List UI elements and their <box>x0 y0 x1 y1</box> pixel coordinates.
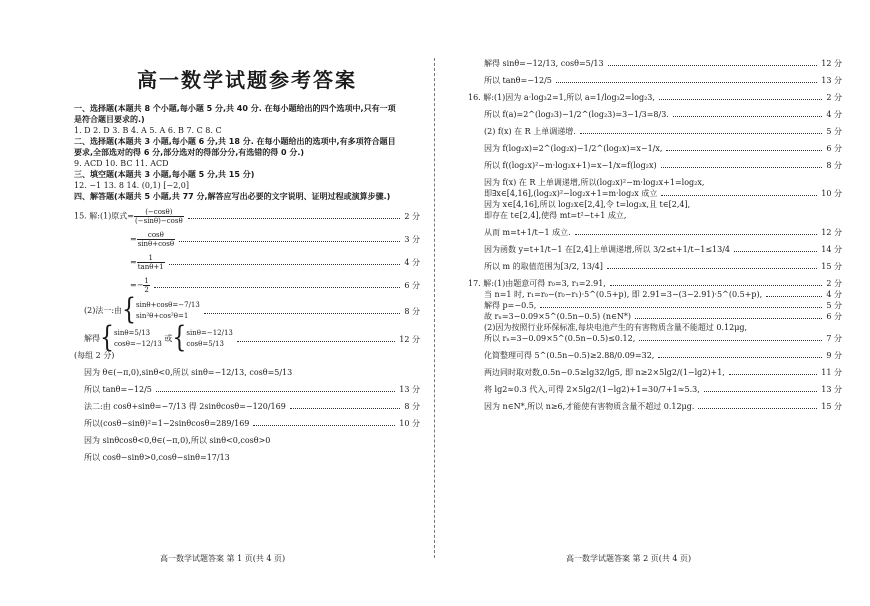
q15-fraction-1: $\frac{(-\cos\theta)}{(-\sin\theta)-\cos\theta}$ <box>135 208 183 225</box>
page-2 <box>438 0 870 606</box>
r-line-1: 解得 sinθ=−12/13, cosθ=5/13 12 分 <box>484 59 842 68</box>
q17-line-4: 故 rₙ=3−0.09×5^(0.5n−0.5) (n∈N*) 6 分 <box>484 312 842 321</box>
q15-part2-system: (2)法一:由{ sinθ+cosθ=−7/13 sin²θ+cos²θ=1 8 分 <box>84 294 420 327</box>
score: 2 分 <box>826 279 842 288</box>
q16-line-1: 16. 解:(1)因为 a·log₃2=1,所以 a=1/log₃2=log₂3, 2 分 <box>468 93 842 102</box>
q16-line-2: 所以 f(a)=2^(log₂3)−1/2^(log₂3)=3−1/3=8/3. 4 分 <box>484 110 842 119</box>
q15-method2-line-2: 所以(cosθ−sinθ)²=1−2sinθcosθ=289/169 10 分 <box>84 419 420 428</box>
q16-line-9: 即存在 t∈[2,4],使得 mt=t²−t+1 成立, <box>484 211 627 220</box>
page-title: 高一数学试题参考答案 <box>137 68 357 92</box>
score: 6 分 <box>404 281 420 290</box>
q16-line-12: 所以 m 的取值范围为[3/2, 13/4] 15 分 <box>484 262 842 271</box>
q16-line-8: 因为 x∈[4,16],所以 log₂x∈[2,4],令 t=log₂x,且 t∈[2,4], <box>484 200 691 209</box>
q15-line-5: 因为 θ∈(−π,0),sinθ<0,所以 sinθ=−12/13, cosθ=5/13 <box>84 368 293 377</box>
q16-line-11: 因为函数 y=t+1/t−1 在[2,4]上单调递增,所以 3/2≤t+1/t−1≤13/4 14 分 <box>484 245 842 254</box>
section-2-heading: 二、选择题(本题共 3 小题,每小题 6 分,共 18 分. 在每小题给出的选项中,有多项符合题目 <box>74 137 396 146</box>
q16-line-5: 所以 f((log₂x)²−m·log₂x+1)=x−1/x=f(log₂x) 8 分 <box>484 161 842 170</box>
q17-line-7: 化简整理可得 5^(0.5n−0.5)≥2.88/0.09=32, 9 分 <box>484 351 842 360</box>
section-2-heading-cont: 要求,全部选对的得 6 分,部分选对的得部分分,有选错的得 0 分.) <box>74 148 305 157</box>
q17-line-1: 17. 解:(1)由题意可得 r₀=3, r₁=2.91, 2 分 <box>468 279 842 288</box>
page-1-footer: 高一数学试题答案 第 1 页(共 4 页) <box>160 554 286 563</box>
q15-fraction-3: $\frac{1}{\tan\theta+1}$ <box>137 254 164 271</box>
q15-line-6: 所以 tanθ=−12/5 13 分 <box>84 385 420 394</box>
score: 13 分 <box>399 385 420 394</box>
q15-fraction-4: $\frac{1}{2}$ <box>144 277 149 294</box>
score: 13 分 <box>821 385 842 394</box>
q17-line-8: 两边同时取对数,0.5n−0.5≥lg32/lg5, 即 n≥2×5lg2/(1−lg2)+1, 11 分 <box>484 368 842 377</box>
score: 9 分 <box>826 351 842 360</box>
q17-line-3: 解得 p=−0.5, 5 分 <box>484 301 842 310</box>
score: 12 分 <box>399 334 420 344</box>
score: 6 分 <box>826 312 842 321</box>
section-1-answers: 1. D 2. D 3. B 4. A 5. A 6. B 7. C 8. C <box>74 126 222 135</box>
section-3-answers: 12. −1 13. 8 14. (0,1) [−2,0] <box>74 181 189 190</box>
section-1-heading: 一、选择题(本题共 8 个小题,每小题 5 分,共 40 分. 在每小题给出的四个选项中,只有一项 <box>74 104 396 113</box>
q15-line-2: = $\frac{\cos\theta}{\sin\theta+\cos\theta}$ 3 分 <box>130 231 420 248</box>
q15-line-3: = $\frac{1}{\tan\theta+1}$ 4 分 <box>130 254 420 271</box>
score: 5 分 <box>826 127 842 136</box>
section-2-answers: 9. ACD 10. BC 11. ACD <box>74 159 169 168</box>
q16-line-6: 因为 f(x) 在 R 上单调递增,所以(log₂x)²−m·log₂x+1=log₂x, <box>484 178 705 187</box>
page-1 <box>0 0 432 606</box>
score: 11 分 <box>821 368 842 377</box>
score: 8 分 <box>404 402 420 411</box>
q17-line-6: 所以 rₙ=3−0.09×5^(0.5n−0.5)≤0.12, 7 分 <box>484 334 842 343</box>
q17-line-2: 当 n=1 时, r₁=r₀−(r₀−r₁)·5^(0.5+p), 即 2.91=3−(3−2.91)·5^(0.5+p), 4 分 <box>484 290 842 299</box>
score: 15 分 <box>821 262 842 271</box>
score: 8 分 <box>826 161 842 170</box>
q15-method2-line-4: 所以 cosθ−sinθ>0,cosθ−sinθ=17/13 <box>84 453 230 462</box>
page-2-footer: 高一数学试题答案 第 2 页(共 4 页) <box>566 554 692 563</box>
q16-line-10: 从而 m=t+1/t−1 成立. 12 分 <box>484 228 842 237</box>
r-line-2: 所以 tanθ=−12/5 13 分 <box>484 76 842 85</box>
section-3-heading: 三、填空题(本题共 3 小题,每小题 5 分,共 15 分) <box>74 170 255 179</box>
q15-line-1-text: 15. 解:(1)原式= <box>74 211 134 221</box>
q17-line-5: (2)因为按照行业环保标准,每块电池产生的有害物质含量不能超过 0.12μg, <box>484 323 748 332</box>
score: 7 分 <box>826 334 842 343</box>
score: 6 分 <box>826 144 842 153</box>
page-divider <box>434 58 435 558</box>
q15-method2-line-1: 法二:由 cosθ+sinθ=−7/13 得 2sinθcosθ=−120/169 8 分 <box>84 402 420 411</box>
q15-each-note: (每组 2 分) <box>74 351 115 360</box>
section-4-heading: 四、解答题(本题共 5 小题,共 77 分,解答应写出必要的文字说明、证明过程或演算步骤.) <box>74 192 391 201</box>
q16-line-4: 因为 f(log₂x)=2^(log₂x)−1/2^(log₂x)=x−1/x, 6 分 <box>484 144 842 153</box>
q16-line-3: (2) f(x) 在 R 上单调递增. 5 分 <box>484 127 842 136</box>
score: 14 分 <box>821 245 842 254</box>
score: 15 分 <box>821 402 842 411</box>
q17-line-9: 将 lg2≈0.3 代入,可得 2×5lg2/(1−lg2)+1=30/7+1≈5.3, 13 分 <box>484 385 842 394</box>
q16-line-7: 即∃x∈[4,16],(log₂x)²−log₂x+1=m·log₂x 成立 10 分 <box>484 189 842 198</box>
score: 4 分 <box>826 290 842 299</box>
score: 2 分 <box>826 93 842 102</box>
score: 5 分 <box>826 301 842 310</box>
score: 4 分 <box>404 258 420 267</box>
score: 13 分 <box>821 76 842 85</box>
q15-line-4: =− $\frac{1}{2}$ 6 分 <box>130 277 420 294</box>
score: 12 分 <box>821 59 842 68</box>
q15-fraction-2: $\frac{\cos\theta}{\sin\theta+\cos\theta}$ <box>137 231 175 248</box>
q15-method2-line-3: 因为 sinθcosθ<0,θ∈(−π,0),所以 sinθ<0,cosθ>0 <box>84 436 271 445</box>
q15-solutions: 解得{ sinθ=5/13 cosθ=−12/13 或{ sinθ=−12/13 cosθ=5/13 12 分 <box>84 322 420 355</box>
section-1-heading-cont: 是符合题目要求的.) <box>74 115 145 124</box>
score: 12 分 <box>821 228 842 237</box>
q17-line-10: 因为 n∈N*,所以 n≥6,才能使有害物质含量不超过 0.12μg. 15 分 <box>484 402 842 411</box>
score: 3 分 <box>404 235 420 244</box>
q15-line-1 <box>74 208 420 225</box>
score: 10 分 <box>821 189 842 198</box>
score: 10 分 <box>399 419 420 428</box>
score: 8 分 <box>404 306 420 316</box>
score: 2 分 <box>404 212 420 221</box>
score: 4 分 <box>826 110 842 119</box>
